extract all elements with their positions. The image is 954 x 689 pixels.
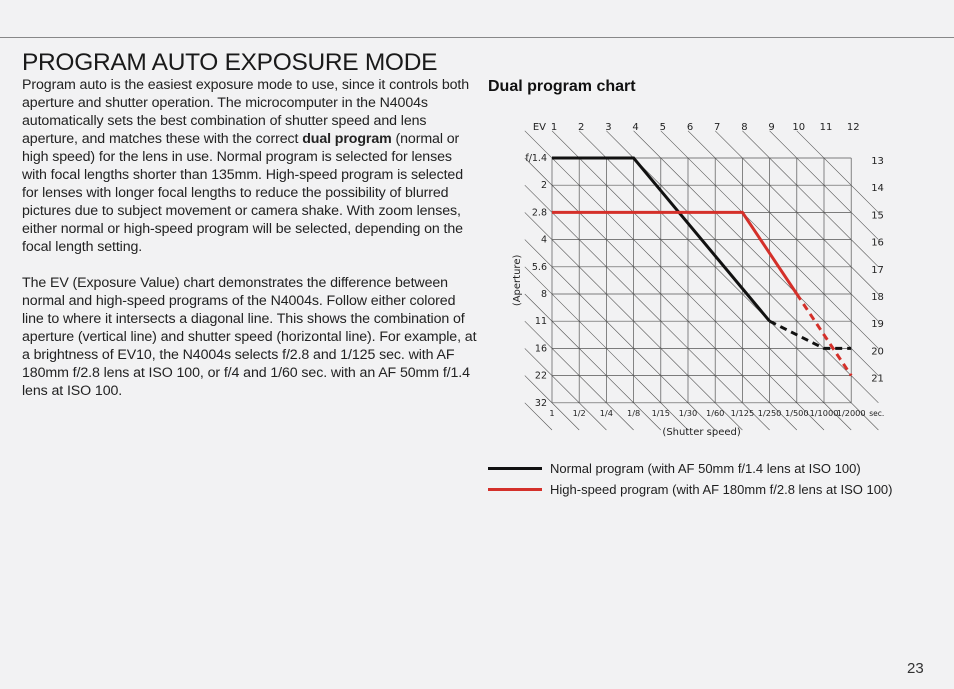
- body-text: [22, 76, 477, 418]
- ev-right-label: 18: [871, 292, 884, 303]
- ev-diagonal-line: [525, 131, 824, 430]
- y-tick-label: 22: [534, 370, 547, 382]
- x-tick-label: 1/1000: [809, 407, 839, 418]
- ev-diagonal-line: [579, 131, 878, 430]
- ev-top-label: 9: [768, 122, 775, 133]
- x-tick-label: 1/60: [706, 407, 725, 418]
- ev-top-label: 2: [578, 122, 585, 133]
- paragraph-2: The EV (Exposure Value) chart demonstrates the difference between normal and high-speed programs of the N4004s. Follow either colored line to where it intersects a diagonal line. This shows the combination of aperture (vertical line) and shutter speed (horizontal line). For example, at a brightness of EV10, the N4004s selects f/2.8 and 1/125 sec. with AF 180mm f/2.8 lens at ISO 100, or f/4 and 1/60 sec. with an AF 50mm f/1.4 lens at ISO 100.: [22, 275, 477, 399]
- ev-diagonal-line: [525, 294, 661, 430]
- y-tick-label: 4: [540, 234, 547, 246]
- ev-right-label: 21: [871, 373, 884, 385]
- ev-diagonal-line: [525, 240, 715, 430]
- ev-diagonal-line: [742, 131, 878, 267]
- y-tick-label: 2: [540, 180, 547, 192]
- ev-top-label: 8: [741, 122, 748, 133]
- y-tick-label: 32: [534, 397, 547, 409]
- y-tick-label: 5.6: [531, 261, 547, 273]
- y-axis-label: (Aperture): [512, 254, 523, 307]
- ev-top-label: 5: [659, 122, 666, 133]
- ev-diagonal-line: [525, 348, 607, 430]
- ev-top-label: 1: [550, 122, 558, 133]
- x-tick-label: 1: [549, 407, 555, 418]
- ev-diagonal-line: [525, 185, 770, 430]
- ev-top-label: 4: [632, 122, 639, 133]
- dual-program-bold: dual program: [302, 131, 392, 147]
- ev-top-label: 11: [819, 122, 833, 133]
- legend: [488, 458, 893, 500]
- x-tick-label: 1/2000: [836, 407, 866, 418]
- paragraph-1-text-a: Program auto is the easiest exposure mode to use, since it controls both aperture and shutter operation. The microcomputer in the N4004s automatically sets the best combination of shutter speed and lens aperture, and matches these with the correct: [22, 77, 470, 147]
- x-tick-label: 1/4: [599, 407, 613, 418]
- ev-right-label: 13: [871, 156, 884, 167]
- ev-right-label: 20: [871, 346, 884, 358]
- ev-top-label: 3: [605, 122, 612, 133]
- x-tick-label: 1/15: [651, 407, 670, 418]
- y-tick-label: 16: [534, 343, 547, 355]
- ev-diagonal-line: [797, 131, 879, 213]
- ev-right-label: 17: [871, 264, 884, 276]
- legend-label-high-speed: High-speed program (with AF 180mm f/2.8 lens at ISO 100): [550, 482, 893, 497]
- dual-program-chart: [500, 110, 920, 450]
- chart-title: Dual program chart: [488, 78, 636, 95]
- ev-right-label: 19: [871, 319, 884, 331]
- y-tick-label: f/1.4: [525, 153, 547, 164]
- ev-right-label: 15: [871, 210, 884, 222]
- x-tick-label: 1/2: [572, 407, 586, 418]
- legend-item-high-speed: [488, 479, 893, 500]
- y-tick-label: 2.8: [531, 207, 547, 219]
- x-tick-label: 1/125: [730, 407, 755, 418]
- x-unit-label: sec.: [869, 408, 885, 418]
- ev-right-label: 16: [871, 237, 884, 249]
- legend-swatch-normal: [488, 467, 542, 470]
- top-rule: [0, 37, 954, 38]
- ev-label: EV: [532, 122, 546, 133]
- ev-diagonal-line: [634, 131, 879, 376]
- page-number: 23: [907, 660, 924, 677]
- ev-top-label: 12: [846, 122, 860, 133]
- x-tick-label: 1/250: [757, 407, 782, 418]
- x-tick-label: 1/30: [678, 407, 698, 418]
- y-tick-label: 11: [534, 316, 547, 328]
- ev-top-label: 6: [686, 122, 694, 133]
- legend-swatch-high-speed: [488, 488, 542, 491]
- ev-top-label: 7: [714, 122, 721, 133]
- paragraph-1: [22, 76, 477, 256]
- legend-item-normal: [488, 458, 893, 479]
- ev-diagonal-line: [552, 131, 851, 430]
- paragraph-1-text-b: (normal or high speed) for the lens in use. Normal program is selected for lenses with focal lengths shorter than 135mm. High-speed program is selected for lenses with longer focal lengths to reduce the possibility of blurred pictures due to subject movement or camera shake. With zoom lenses, either normal or high-speed program will be selected, depending on the focal length setting.: [22, 131, 464, 255]
- x-axis-label: (Shutter speed): [662, 426, 741, 438]
- x-tick-label: 1/500: [784, 407, 809, 418]
- y-tick-label: 8: [540, 289, 547, 300]
- legend-label-normal: Normal program (with AF 50mm f/1.4 lens at ISO 100): [550, 461, 861, 476]
- x-tick-label: 1/8: [627, 407, 641, 418]
- ev-diagonal-line: [688, 131, 878, 321]
- ev-top-label: 10: [792, 122, 806, 133]
- ev-right-label: 14: [871, 183, 884, 195]
- page-heading: PROGRAM AUTO EXPOSURE MODE: [22, 49, 438, 76]
